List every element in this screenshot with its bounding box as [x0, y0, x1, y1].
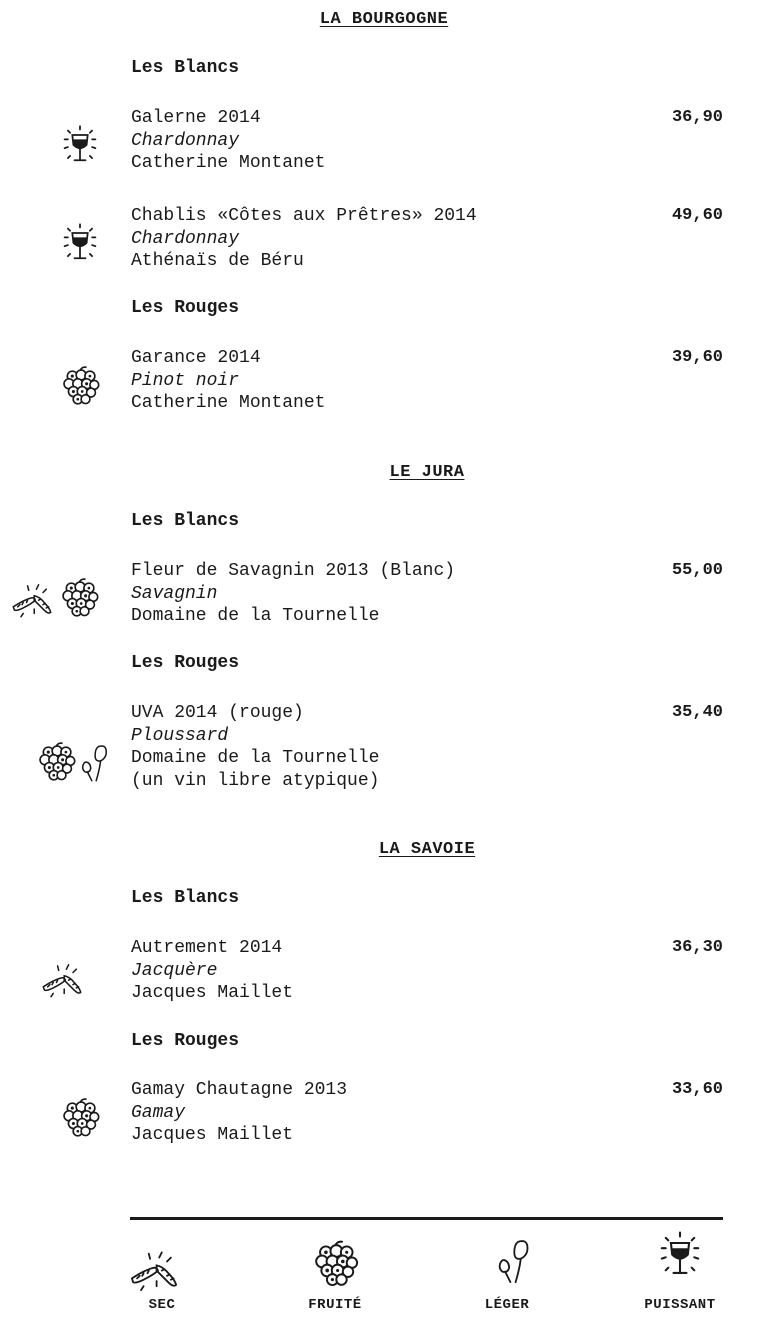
wine-glass-icon [654, 1230, 706, 1282]
dry-branches-icon [10, 576, 54, 620]
category-heading: Les Rouges [131, 653, 240, 673]
wine-glass-icon [58, 124, 102, 168]
wine-price: 55,00 [671, 561, 723, 580]
region-heading: LA BOURGOGNE [319, 10, 449, 29]
grape-bunch-icon [58, 364, 102, 408]
legend-label-puissant: PUISSANT [644, 1297, 716, 1313]
wine-producer: Jacques Maillet [131, 983, 294, 1003]
wine-grape: Ploussard [131, 725, 229, 746]
wine-name: Chablis «Côtes aux Prêtres» 2014 [131, 206, 477, 226]
category-heading: Les Blancs [131, 58, 240, 78]
category-heading: Les Blancs [131, 511, 240, 531]
wine-name: Garance 2014 [131, 348, 261, 368]
wine-producer: Domaine de la Tournelle [131, 606, 380, 626]
wine-grape: Chardonnay [131, 228, 240, 249]
category-heading: Les Rouges [131, 1031, 240, 1051]
wine-price: 33,60 [671, 1080, 723, 1099]
wine-entry [131, 702, 379, 792]
wine-producer: Catherine Montanet [131, 393, 326, 413]
wine-price: 49,60 [671, 206, 723, 225]
wine-entry [131, 347, 325, 415]
wine-grape: Pinot noir [131, 370, 240, 391]
region-heading: LE JURA [389, 463, 465, 482]
wine-entry [131, 560, 455, 628]
wine-price: 35,40 [671, 703, 723, 722]
leaf-icon [72, 740, 116, 784]
wine-name: Autrement 2014 [131, 938, 283, 958]
wine-grape: Jacquère [131, 960, 218, 981]
wine-price: 36,30 [671, 938, 723, 957]
wine-grape: Gamay [131, 1102, 186, 1123]
wine-producer: Jacques Maillet [131, 1125, 294, 1145]
wine-producer: Domaine de la Tournelle [131, 748, 380, 768]
category-heading: Les Rouges [131, 298, 240, 318]
legend-divider [130, 1217, 723, 1220]
wine-grape: Chardonnay [131, 130, 240, 151]
dry-branches-icon [128, 1242, 180, 1294]
legend-label-fruite: FRUITÉ [308, 1297, 362, 1313]
grape-bunch-icon [309, 1238, 361, 1290]
wine-entry [131, 107, 325, 175]
wine-producer: Athénaïs de Béru [131, 251, 304, 271]
wine-entry [131, 937, 293, 1005]
wine-glass-icon [58, 222, 102, 266]
grape-bunch-icon [58, 1096, 102, 1140]
wine-name: Gamay Chautagne 2013 [131, 1080, 348, 1100]
wine-name: UVA 2014 (rouge) [131, 703, 304, 723]
region-heading: LA SAVOIE [378, 840, 476, 859]
wine-grape: Savagnin [131, 583, 218, 604]
legend-label-leger: LÉGER [484, 1297, 530, 1313]
leaf-icon [487, 1234, 539, 1286]
wine-name: Galerne 2014 [131, 108, 261, 128]
wine-note: (un vin libre atypique) [131, 770, 380, 791]
grape-bunch-icon [57, 576, 101, 620]
dry-branches-icon [40, 956, 84, 1000]
wine-price: 39,60 [671, 348, 723, 367]
wine-name: Fleur de Savagnin 2013 (Blanc) [131, 561, 456, 581]
legend-label-sec: SEC [148, 1297, 176, 1313]
wine-producer: Catherine Montanet [131, 153, 326, 173]
wine-entry [131, 205, 477, 273]
category-heading: Les Blancs [131, 888, 240, 908]
wine-entry [131, 1079, 347, 1147]
wine-price: 36,90 [671, 108, 723, 127]
